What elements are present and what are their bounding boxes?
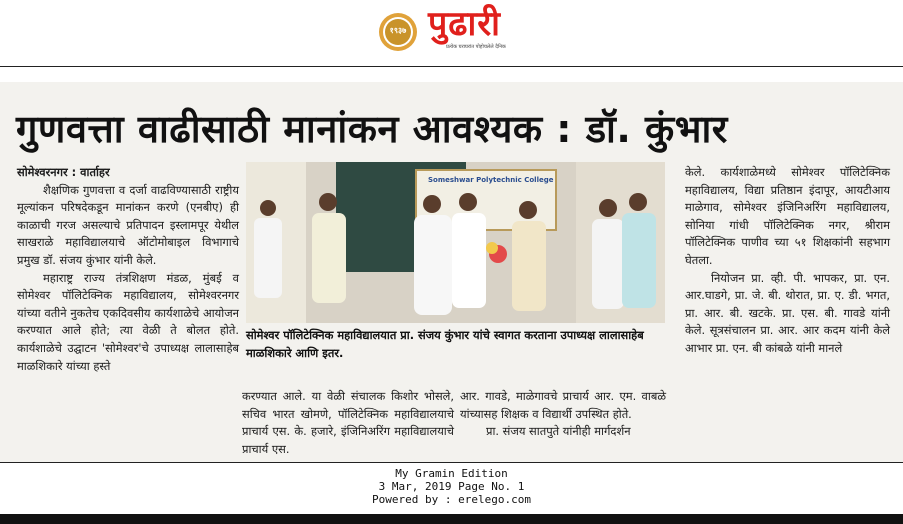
photo-banner-text: Someshwar Polytechnic College [428, 176, 554, 184]
bottom-bar [0, 514, 903, 524]
article-paragraph: प्रा. संजय सातपुते यांनीही मार्गदर्शन [486, 424, 631, 439]
article-photo[interactable] [246, 162, 665, 323]
article-dateline: सोमेश्वरनगर : वार्ताहर [17, 165, 110, 179]
article-paragraph: करण्यात आले. या वेळी संचालक किशोर भोसले, सचिव भारत खोमणे, पॉलिटेक्निक महाविद्यालयाचे प्राचार्य एस. के. हजारे, इंजिनिअरिंग महाविद्यालयाचे प्राचार्य एस. [242, 389, 454, 456]
brand-name: पुढारी [428, 4, 501, 44]
photo-caption: सोमेश्वर पॉलिटेक्निक महाविद्यालयात प्रा. संजय कुंभार यांचे स्वागत करताना उपाध्यक्ष लालासाहेब माळशिकारे आणि इतर. [246, 328, 644, 360]
page-footer [0, 467, 903, 506]
article-paragraph: आर. गावडे, माळेगावचे प्राचार्य आर. एम. वाबळे यांच्यासह शिक्षक व विद्यार्थी उपस्थित होते. [460, 389, 666, 421]
article-paragraph: नियोजन प्रा. व्ही. पी. भापकर, प्रा. एन. आर.घाडगे, प्रा. जे. बी. थोरात, प्रा. ए. डी. भगत, प्रा. आर. बी. खटके. प्रा. एस. बी. गावडे यांनी केले. सूत्रसंचालन प्रा. आर. आर कदम यांनी केले आभार प्रा. एन. बी कांबळे यांनी मानले [685, 270, 890, 355]
article-headline: गुणवत्ता वाढीसाठी मानांकन आवश्यक : डॉ. कुंभार [16, 107, 728, 151]
masthead [0, 0, 903, 64]
footer-divider [0, 462, 903, 463]
article-paragraph: महाराष्ट्र राज्य तंत्रशिक्षण मंडळ, मुंबई व सोमेश्वर पॉलिटेक्निक महाविद्यालय, सोमेश्वरनगर यांच्या वतीने नुकतेच एकदिवसीय कार्यशाळेचे आयोजन करण्यात आले होते; त्या वेळी ते बोलत होते. कार्यशाळेचे उद्घाटन 'सोमेश्वर'चे उपाध्यक्ष लालासाहेब माळशिकारे यांच्या हस्ते [17, 270, 239, 373]
edition-name: My Gramin Edition [395, 467, 508, 480]
article-column-middle-b [460, 388, 666, 441]
emblem-year: १९३७ [389, 26, 407, 35]
emblem-icon [378, 12, 418, 52]
article-column-right [685, 164, 890, 358]
brand-logo[interactable] [428, 4, 506, 54]
edition-date-page: 3 Mar, 2019 Page No. 1 [378, 480, 525, 493]
powered-by-link[interactable]: Powered by : erelego.com [372, 493, 531, 506]
article-paragraph: केले. कार्यशाळेमध्ये सोमेश्वर पॉलिटेक्निक महाविद्यालय, विद्या प्रतिष्ठान इंदापूर, आयटीआय माळेगाव, सोमेश्वर इंजिनिअरिंग महाविद्यालय, सोनिया गांधी पॉलिटेक्निक नगर, श्रीराम पॉलिटेक्निक पाणीव च्या ५१ शिक्षकांनी सहभाग घेतला. [685, 165, 890, 267]
news-clipping [0, 82, 903, 462]
masthead-divider [0, 66, 903, 67]
article-column-left [17, 164, 239, 375]
article-paragraph: शैक्षणिक गुणवत्ता व दर्जा वाढविण्यासाठी राष्ट्रीय मूल्यांकन परिषदेकडून मानांकन करणे (एनबीए) ही काळाची गरज असल्याचे प्रतिपादन इस्लामपूर येथील साखराळे महाविद्यालयाचे ऑटोमोबाइल विभागाचे प्रमुख डॉ. संजय कुंभार यांनी केले. [17, 182, 239, 267]
brand-tagline: प्रत्येक घराघरांत पोहोचलेले दैनिक [446, 44, 506, 50]
event-photo-illustration [246, 162, 665, 323]
article-column-middle-a [242, 388, 454, 458]
